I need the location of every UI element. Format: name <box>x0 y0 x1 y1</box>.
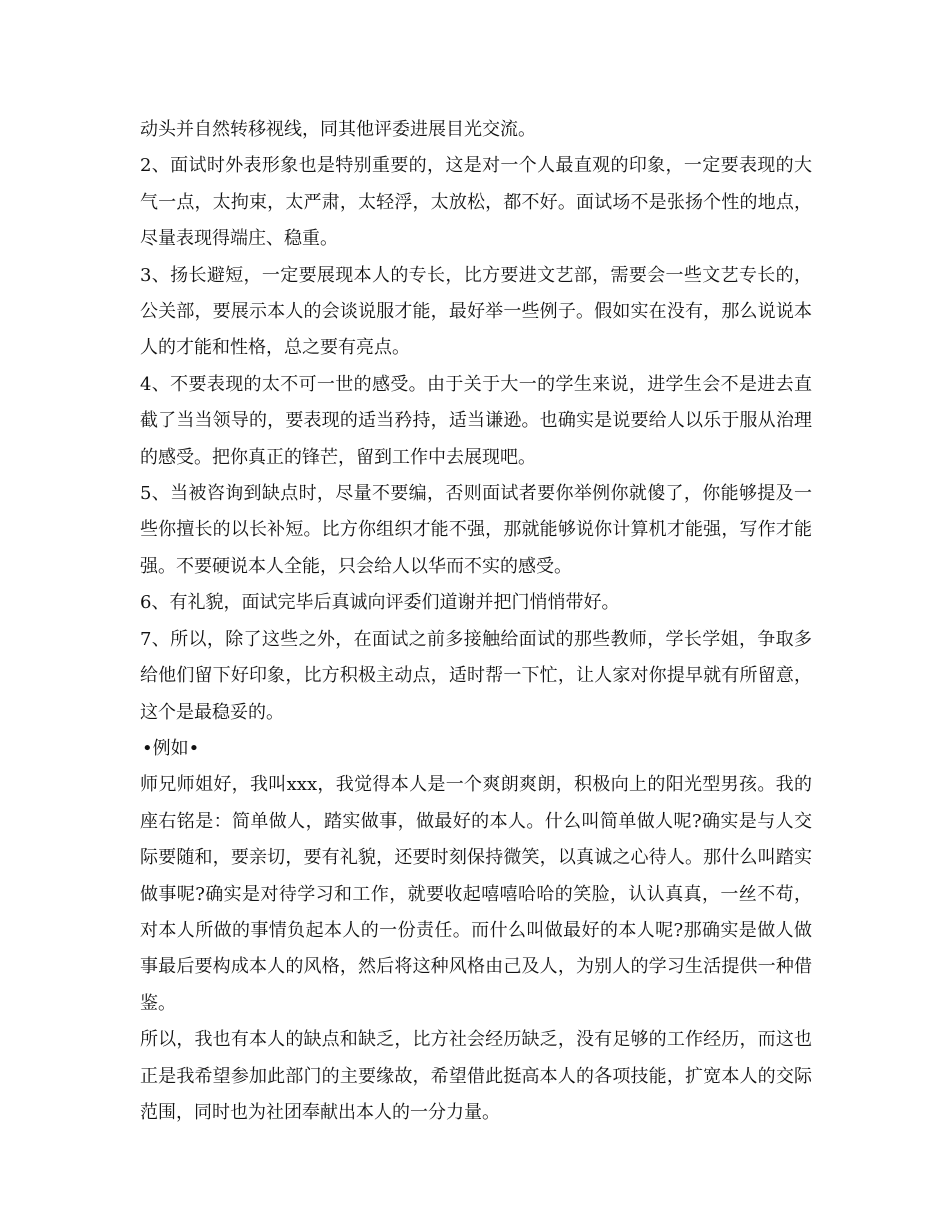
example-paragraph-2: 所以，我也有本人的缺点和缺乏，比方社会经历缺乏，没有足够的工作经历，而这也正是我希望参加此部门的主要缘故，希望借此挺高本人的各项技能，扩宽本人的交际范围，同时也为社团奉献出本人的一分力量。 <box>140 1029 812 1123</box>
tip-5-paragraph: 5、当被咨询到缺点时，尽量不要编，否则面试者要你举例你就傻了，你能够提及一些你擅长的以长补短。比方你组织才能不强，那就能够说你计算机才能强，写作才能强。不要硬说本人全能，只会给人以华而不实的感受。 <box>140 483 812 577</box>
tip-2-paragraph: 2、面试时外表形象也是特别重要的，这是对一个人最直观的印象，一定要表现的大气一点，太拘束，太严肃，太轻浮，太放松，都不好。面试场不是张扬个性的地点，尽量表现得端庄、稳重。 <box>140 155 812 250</box>
tip-4-paragraph: 4、不要表现的太不可一世的感受。由于关于大一的学生来说，进学生会不是进去直截了当当领导的，要表现的适当矜持，适当谦逊。也确实是说要给人以乐于服从治理的感受。把你真正的锋芒，留到工作中去展现吧。 <box>140 373 812 468</box>
tip-3-paragraph: 3、扬长避短，一定要展现本人的专长，比方要进文艺部，需要会一些文艺专长的，公关部，要展示本人的会谈说服才能，最好举一些例子。假如实在没有，那么说说本人的才能和性格，总之要有亮点。 <box>140 264 812 359</box>
example-paragraph-1: 师兄师姐好，我叫xxx，我觉得本人是一个爽朗爽朗，积极向上的阳光型男孩。我的座右铭是：简单做人，踏实做事，做最好的本人。什么叫简单做人呢?确实是与人交际要随和，要亲切，要有礼貌，还要时刻保持微笑，以真诚之心待人。那什么叫踏实做事呢?确实是对待学习和工作，就要收起嘻嘻哈哈的笑脸，认认真真，一丝不苟，对本人所做的事情负起本人的一份责任。而什么叫做最好的本人呢?那确实是做人做事最后要构成本人的风格，然后将这种风格由己及人，为别人的学习生活提供一种借鉴。 <box>140 774 812 1014</box>
example-heading: •例如• <box>142 737 200 759</box>
tip-7-paragraph: 7、所以，除了这些之外，在面试之前多接触给面试的那些教师，学长学姐，争取多给他们留下好印象，比方积极主动点，适时帮一下忙，让人家对你提早就有所留意，这个是最稳妥的。 <box>140 628 812 723</box>
paragraph-continuation: 动头并自然转移视线，同其他评委进展目光交流。 <box>140 119 536 140</box>
tip-6-paragraph: 6、有礼貌，面试完毕后真诚向评委们道谢并把门悄悄带好。 <box>140 592 620 614</box>
document-page <box>140 112 812 1131</box>
